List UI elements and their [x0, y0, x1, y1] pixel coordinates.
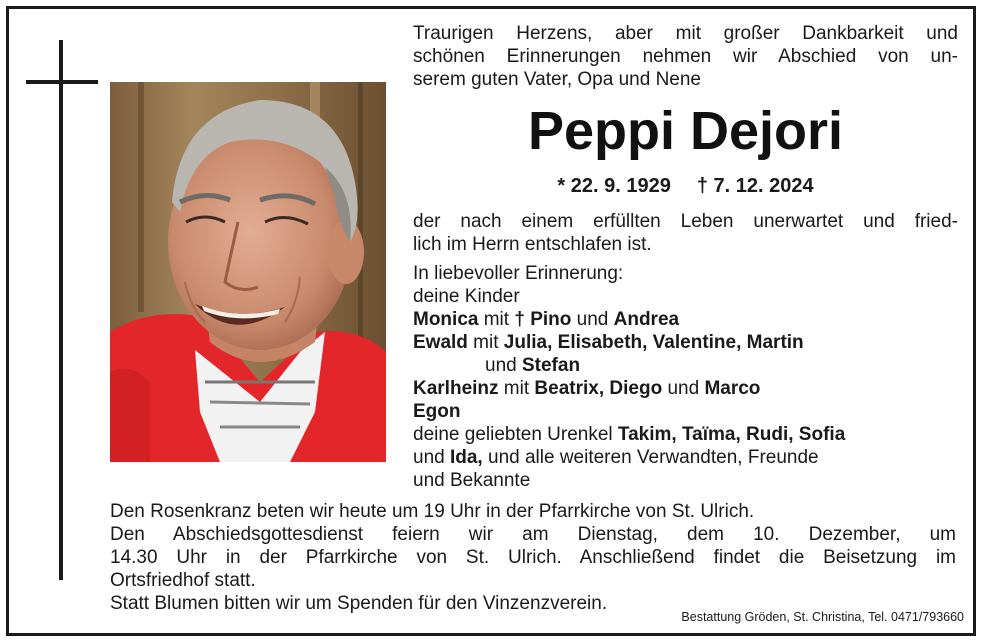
family-line: und Stefan — [485, 355, 581, 376]
family-line: und Bekannte — [413, 470, 531, 491]
family-list — [413, 262, 958, 492]
service-line: Den Abschiedsgottesdienst feiern wir am Dienstag, dem 10. Dezember, um — [110, 524, 956, 545]
funeral-home-credit: Bestattung Gröden, St. Christina, Tel. 0471/793660 — [681, 610, 964, 624]
intro-line: serem guten Vater, Opa und Nene — [413, 69, 701, 90]
family-line: deine geliebten Urenkel Takim, Taïma, Rudi, Sofia — [413, 424, 846, 445]
family-line: Monica mit † Pino und Andrea — [413, 309, 680, 330]
family-line: und Ida, und alle weiteren Verwandten, Freunde — [413, 447, 819, 468]
service-line: Statt Blumen bitten wir um Spenden für den Vinzenzverein. — [110, 593, 608, 614]
intro-line: Traurigen Herzens, aber mit großer Dankbarkeit und — [413, 23, 958, 44]
children-label: deine Kinder — [413, 286, 520, 307]
service-info — [110, 500, 956, 615]
life-dates — [413, 174, 958, 198]
family-line: Ewald mit Julia, Elisabeth, Valentine, Martin — [413, 332, 804, 353]
portrait-photo — [110, 82, 386, 462]
service-line: Ortsfriedhof statt. — [110, 570, 256, 591]
family-line: Karlheinz mit Beatrix, Diego und Marco — [413, 378, 761, 399]
death-date: † 7. 12. 2024 — [696, 175, 814, 197]
passing-text — [413, 210, 958, 256]
family-line: Egon — [413, 401, 461, 422]
cross-icon — [59, 40, 63, 580]
intro-line: schönen Erinnerungen nehmen wir Abschied von un- — [413, 46, 958, 67]
cross-icon-bar — [26, 80, 98, 84]
service-line: 14.30 Uhr in der Pfarrkirche von St. Ulrich. Anschließend findet die Beisetzung im — [110, 547, 956, 568]
service-line: Den Rosenkranz beten wir heute um 19 Uhr in der Pfarrkirche von St. Ulrich. — [110, 501, 755, 522]
passing-line: der nach einem erfüllten Leben unerwartet und fried- — [413, 211, 958, 232]
birth-date: * 22. 9. 1929 — [557, 175, 671, 197]
deceased-name: Peppi Dejori — [527, 101, 844, 161]
intro-text — [413, 22, 958, 91]
passing-line: lich im Herrn entschlafen ist. — [413, 234, 652, 255]
memory-heading: In liebevoller Erinnerung: — [413, 263, 624, 284]
